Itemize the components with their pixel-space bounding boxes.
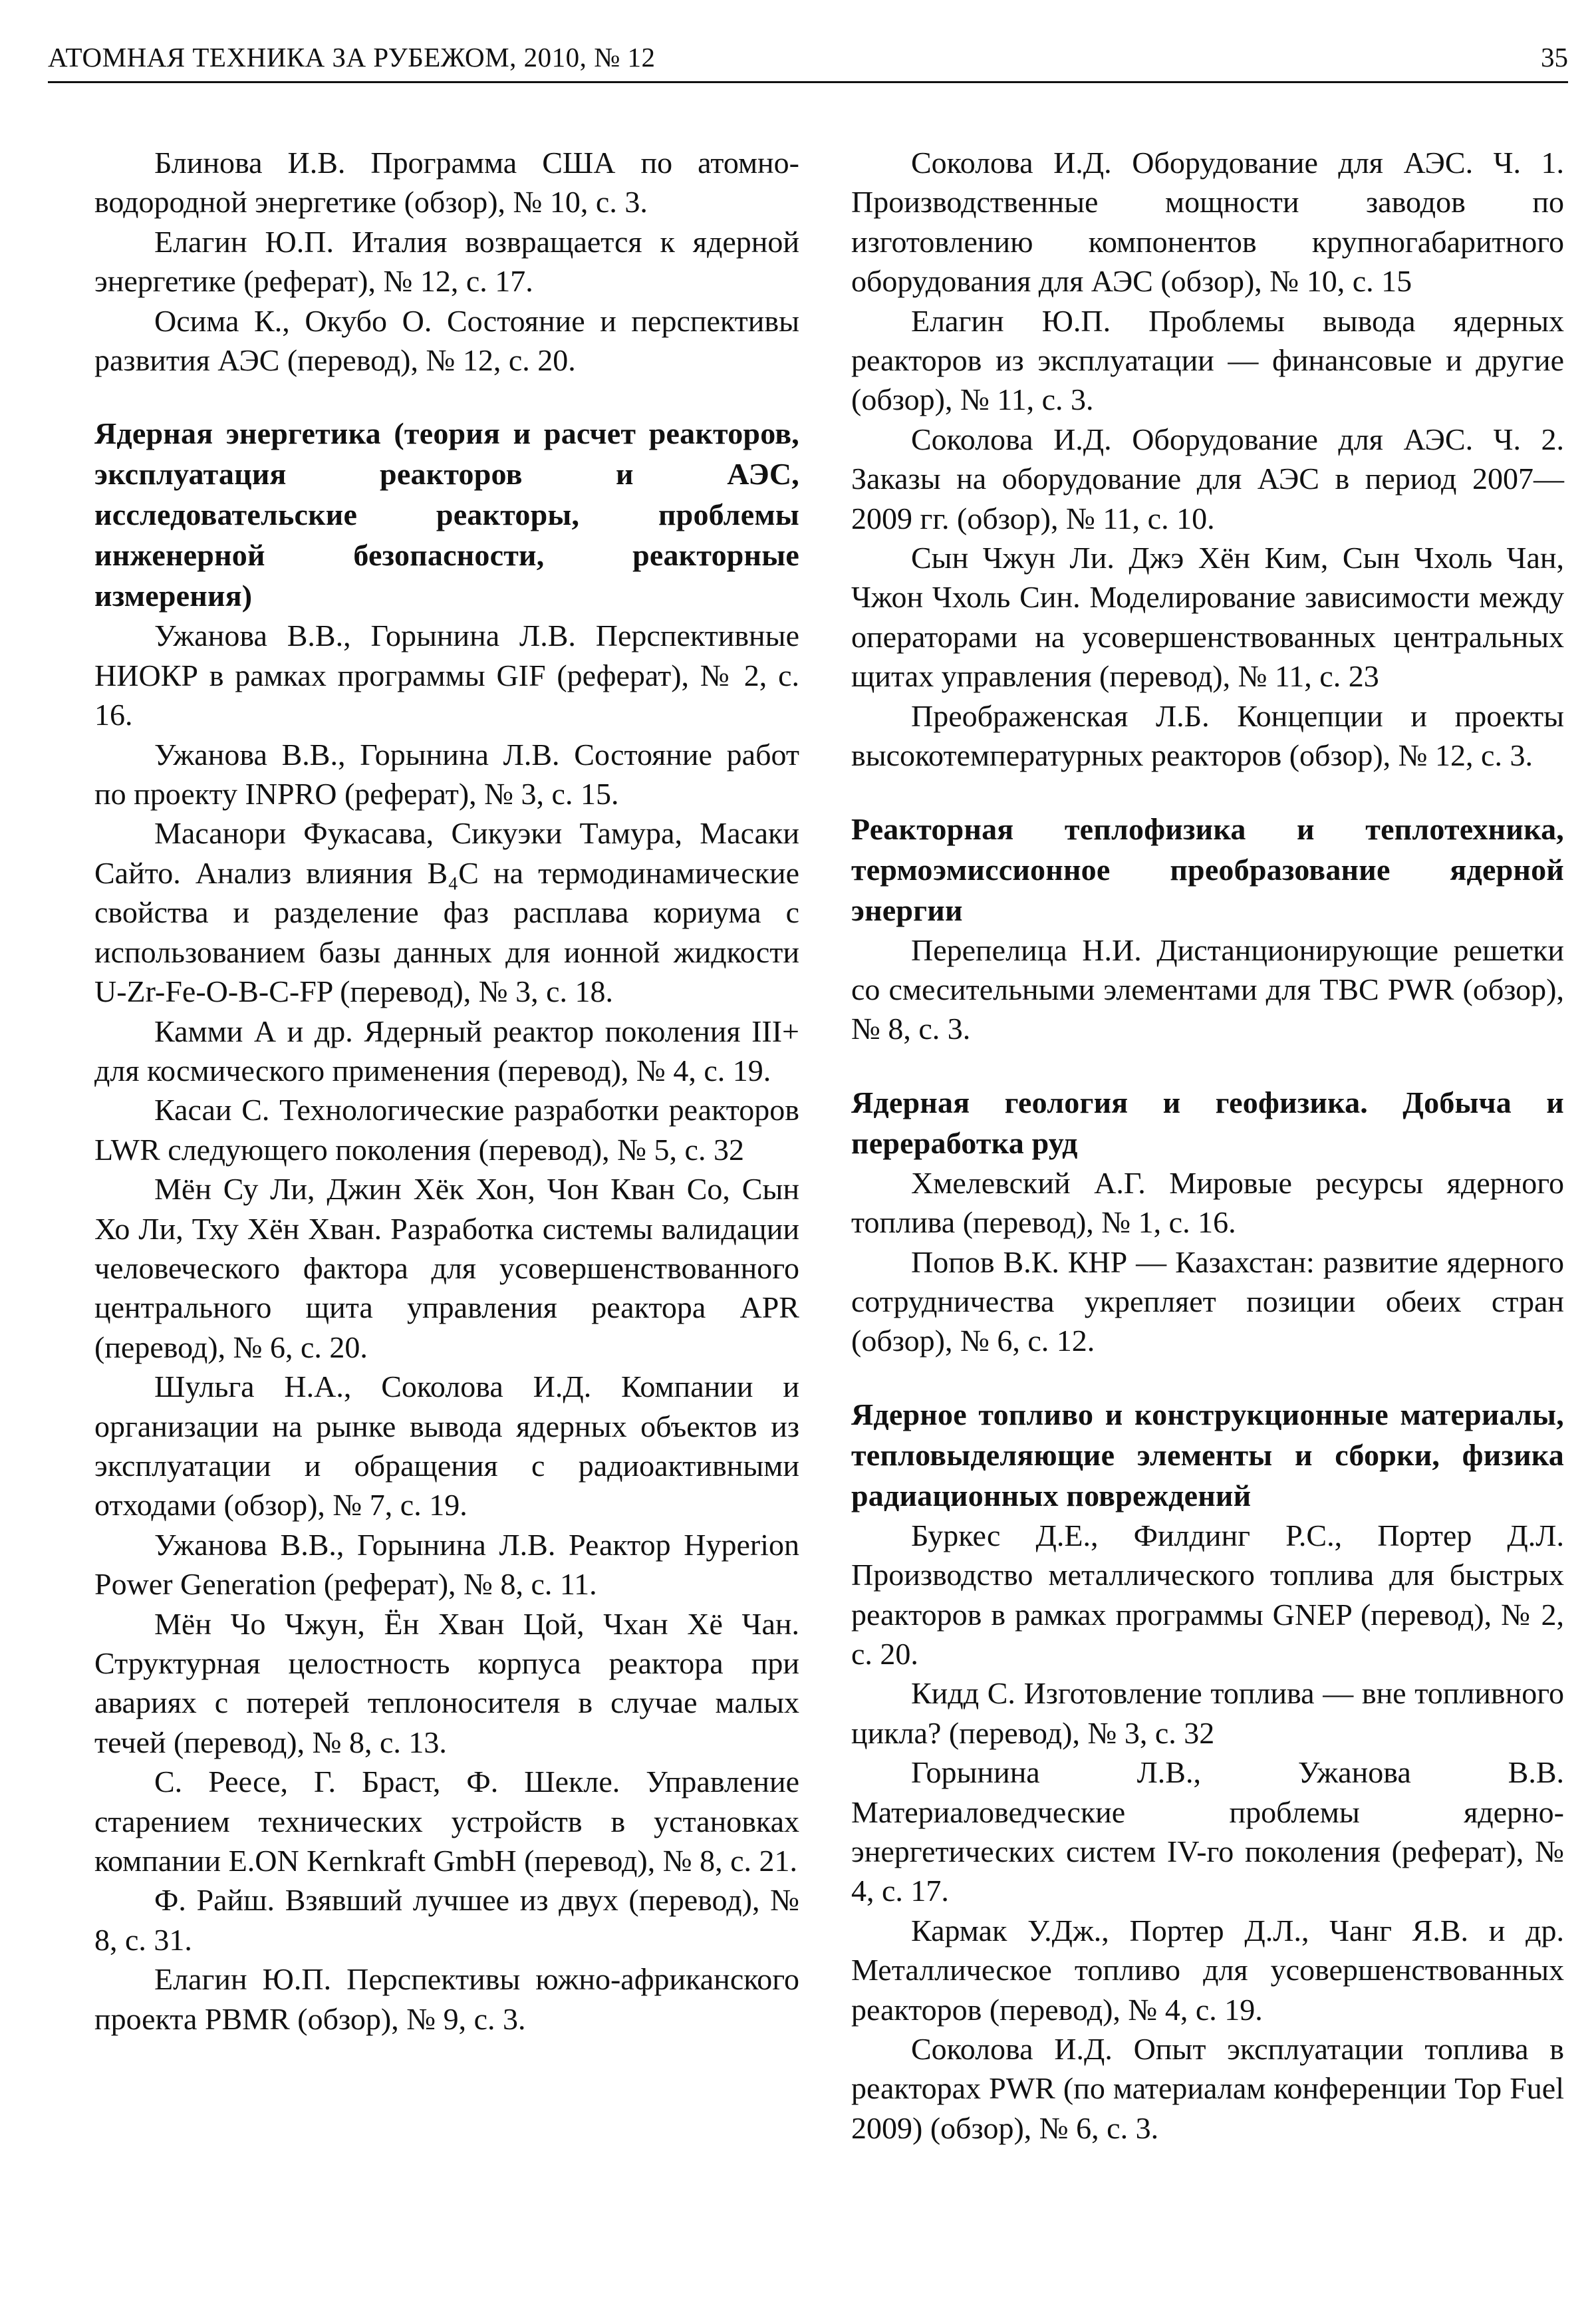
journal-title: АТОМНАЯ ТЕХНИКА ЗА РУБЕЖОМ, 2010, № 12 — [48, 42, 656, 72]
bibliography-entry: Ужанова В.В., Горынина Л.В. Перспективные НИОКР в рамках программы GIF (реферат), № 2, с. 16. — [94, 619, 799, 732]
right-column — [851, 143, 1564, 2148]
bibliography-entry: Ф. Райш. Взявший лучшее из двух (перевод), № 8, с. 31. — [94, 1883, 799, 1957]
bibliography-entry: Перепелица Н.И. Дистанционирующие решетки со смесительными элементами для ТВС PWR (обзор), № 8, с. 3. — [851, 933, 1564, 1046]
bibliography-entry: Соколова И.Д. Опыт эксплуатации топлива в реакторах PWR (по материалам конференции Top Fuel 2009) (обзор), № 6, с. 3. — [851, 2032, 1564, 2145]
section-heading: Ядерное топливо и конструкционные материалы, тепловыделяющие элементы и сборки, физика радиационных повреждений — [851, 1397, 1564, 1512]
bibliography-list — [851, 1516, 1564, 2148]
bibliography-entry: С. Реесе, Г. Браст, Ф. Шекле. Управление старением технических устройств в установках компании E.ON Kernkraft GmbH (перевод), № 8, с. 21. — [94, 1765, 799, 1878]
bibliography-entry: Ужанова В.В., Горынина Л.В. Состояние работ по проекту INPRO (реферат), № 3, с. 15. — [94, 737, 799, 811]
section-heading: Ядерная геология и геофизика. Добыча и переработка руд — [851, 1085, 1564, 1160]
bibliography-entry: Буркес Д.Е., Филдинг Р.С., Портер Д.Л. Производство металлического топлива для быстрых реакторов в рамках программы GNEP (перевод), № 2, с. 20. — [851, 1518, 1564, 1671]
bibliography-list — [94, 143, 799, 380]
bibliography-entry: Хмелевский А.Г. Мировые ресурсы ядерного топлива (перевод), № 1, с. 16. — [851, 1165, 1564, 1240]
bibliography-entry: Мён Су Ли, Джин Хёк Хон, Чон Кван Со, Сын Хо Ли, Тху Хён Хван. Разработка системы валидации человеческого фактора для усовершенствованного центрального щита управления реактора APR (перевод), № 6, с. 20. — [94, 1172, 799, 1364]
bibliography-entry: Мён Чо Чжун, Ён Хван Цой, Чхан Хё Чан. Структурная целостность корпуса реактора при авариях с потерей теплоносителя в случае малых течей (перевод), № 8, с. 13. — [94, 1606, 799, 1759]
bibliography-entry: Попов В.К. КНР — Казахстан: развитие ядерного сотрудничества укрепляет позиции обеих стран (обзор), № 6, с. 12. — [851, 1244, 1564, 1358]
bibliography-entry: Сын Чжун Ли. Джэ Хён Ким, Сын Чхоль Чан, Чжон Чхоль Син. Моделирование зависимости между операторами на усовершенствованных центральных щитах управления (перевод), № 11, с. 23 — [851, 541, 1564, 694]
bibliography-entry: Елагин Ю.П. Италия возвращается к ядерной энергетике (реферат), № 12, с. 17. — [94, 224, 799, 299]
bibliography-entry: Кидд С. Изготовление топлива — вне топливного цикла? (перевод), № 3, с. 32 — [851, 1676, 1564, 1750]
running-header — [48, 39, 1568, 83]
section-heading: Ядерная энергетика (теория и расчет реакторов, эксплуатация реакторов и АЭС, исследовательские реакторы, проблемы инженерной безопасности, реакторные измерения) — [94, 416, 799, 613]
bibliography-entry: Осима К., Окубо О. Состояние и перспективы развития АЭС (перевод), № 12, с. 20. — [94, 303, 799, 378]
left-column — [94, 143, 799, 2039]
bibliography-entry: Блинова И.В. Программа США по атомно-водородной энергетике (обзор), № 10, с. 3. — [94, 146, 799, 219]
page-number: 35 — [1541, 42, 1568, 72]
bibliography-entry: Соколова И.Д. Оборудование для АЭС. Ч. 2. Заказы на оборудование для АЭС в период 2007—2009 гг. (обзор), № 11, с. 10. — [851, 422, 1564, 535]
bibliography-entry: Преображенская Л.Б. Концепции и проекты высокотемпературных реакторов (обзор), № 12, с. 3. — [851, 698, 1564, 773]
bibliography-list — [851, 931, 1564, 1049]
bibliography-entry: Кармак У.Дж., Портер Д.Л., Чанг Я.В. и др. Металлическое топливо для усовершенствованных реакторов (перевод), № 4, с. 19. — [851, 1913, 1564, 2027]
section-heading: Реакторная теплофизика и теплотехника, термоэмиссионное преобразование ядерной энергии — [851, 811, 1564, 927]
bibliography-entry: Камми А и др. Ядерный реактор поколения III+ для космического применения (перевод), № 4, с. 19. — [94, 1014, 799, 1087]
bibliography-entry: Шульга Н.А., Соколова И.Д. Компании и организации на рынке вывода ядерных объектов из эксплуатации и обращения с радиоактивными отходами (обзор), № 7, с. 19. — [94, 1369, 799, 1522]
bibliography-entry: Елагин Ю.П. Перспективы южно-африканского проекта PBMR (обзор), № 9, с. 3. — [94, 1962, 799, 2036]
bibliography-entry: Соколова И.Д. Оборудование для АЭС. Ч. 1. Производственные мощности заводов по изготовлению компонентов крупногабаритного оборудования для АЭС (обзор), № 10, с. 15 — [851, 146, 1564, 299]
bibliography-entry: Масанори Фукасава, Сикуэки Тамура, Масаки Сайто. Анализ влияния B₄C на термодинамические свойства и разделение фаз расплава кориума с использованием базы данных для ионной жидкости U-Zr-Fe-O-B-C-FP (перевод), № 3, с. 18. — [94, 816, 799, 1009]
bibliography-list — [94, 616, 799, 2039]
bibliography-list — [851, 1163, 1564, 1361]
bibliography-entry: Ужанова В.В., Горынина Л.В. Реактор Hyperion Power Generation (реферат), № 8, с. 11. — [94, 1527, 799, 1602]
bibliography-entry: Елагин Ю.П. Проблемы вывода ядерных реакторов из эксплуатации — финансовые и другие (обзор), № 11, с. 3. — [851, 303, 1564, 417]
bibliography-list — [851, 143, 1564, 776]
bibliography-entry: Касаи С. Технологические разработки реакторов LWR следующего поколения (перевод), № 5, с. 32 — [94, 1093, 799, 1167]
bibliography-entry: Горынина Л.В., Ужанова В.В. Материаловедческие проблемы ядерно-энергетических систем IV-го поколения (реферат), № 4, с. 17. — [851, 1755, 1564, 1908]
